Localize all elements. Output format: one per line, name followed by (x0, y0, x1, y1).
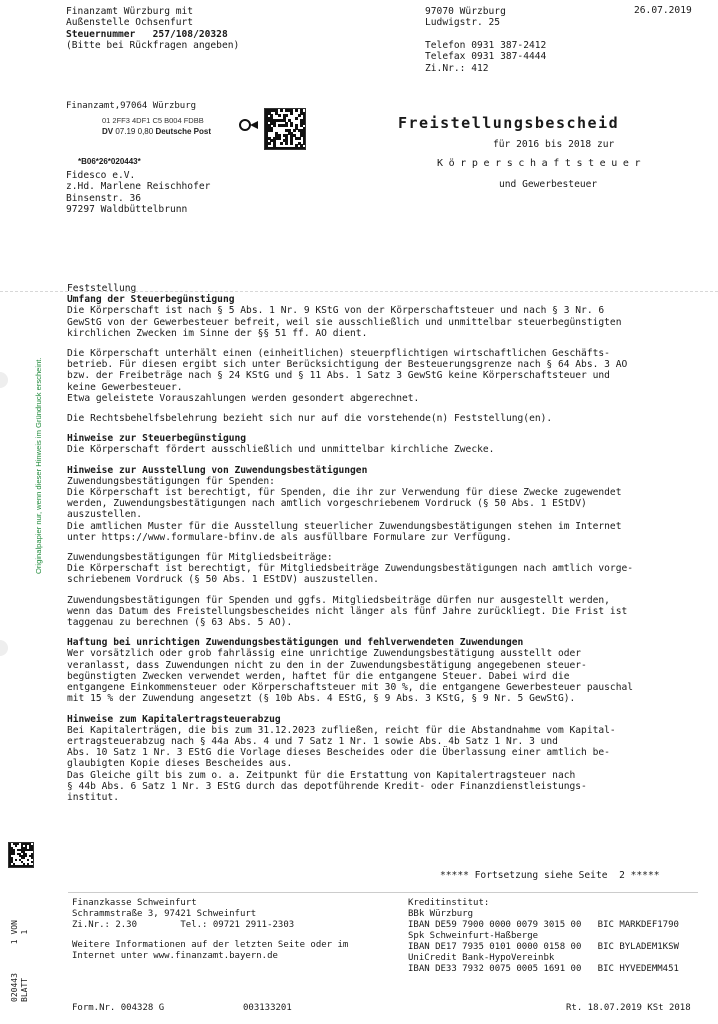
matrix-cell (25, 855, 27, 857)
margin-page-code (10, 920, 30, 1002)
phone: Telefon 0931 387-2412 (425, 40, 547, 51)
margin-code: BLATT (20, 977, 29, 1002)
room-number: Zi.Nr.: 412 (425, 62, 489, 74)
bank-bic: BIC BYLADEM1KSW (597, 942, 679, 952)
footer-cashoffice (72, 898, 294, 931)
paragraph-line: wenn das Datum des Freistellungsbescheides nicht länger als fünf Jahre zurückliegt. Die Frist ist (67, 605, 628, 617)
matrix-cell (278, 137, 281, 140)
matrix-cell (278, 114, 281, 117)
matrix-cell (31, 861, 33, 863)
paragraph (67, 305, 697, 339)
paragraph-line: werden, Zuwendungsbestätigungen nach amtlich vorgeschriebenem Vordruck (§ 50 Abs. 1 EStDV) (67, 498, 587, 510)
paragraph-line: keine Gewerbesteuer. (67, 381, 183, 393)
paragraph (67, 444, 697, 455)
office-line: Außenstelle Ochsenfurt (66, 17, 194, 29)
heading-text: Hinweise zum Kapitalertragsteuerabzug (67, 713, 281, 725)
matrix-cell (31, 857, 33, 859)
recipient-address (66, 170, 210, 215)
matrix-cell (303, 147, 306, 150)
fax: Telefax 0931 387-4444 (425, 51, 547, 63)
paragraph-line: glaubigten Kopie dieses Bescheides aus. (67, 758, 293, 770)
heading-text: Haftung bei unrichtigen Zuwendungsbestätigungen und fehlverwendeten Zuwendungen (67, 637, 524, 649)
paragraph-line: taggenau zu berechnen (§ 63 Abs. 5 AO). (67, 617, 293, 629)
continuation-text: ***** Fortsetzung siehe Seite (440, 870, 608, 881)
dv-date: 07.19 (115, 127, 136, 136)
postage-imprint (102, 127, 211, 136)
matrix-cell (17, 843, 19, 845)
tax-number-label: Steuernummer (66, 28, 136, 40)
paragraph-line: institut. (67, 791, 119, 803)
bank-name: Spk Schweinfurt-Haßberge (408, 931, 539, 941)
matrix-cell (15, 845, 17, 847)
section-heading (67, 294, 697, 305)
punch-hole-top (0, 372, 8, 388)
bank-name: UniCredit Bank-HypoVereinbk (408, 953, 555, 963)
paragraph (67, 552, 697, 586)
tax-number: 257/108/20328 (152, 28, 228, 40)
footer-info-line: Weitere Informationen auf der letzten Seite oder im (72, 940, 349, 950)
heading-text: Umfang der Steuerbegünstigung (67, 294, 235, 306)
recipient-line: z.Hd. Marlene Reischhofer (66, 181, 211, 193)
margin-datamatrix (8, 842, 34, 868)
document-title: Freistellungsbescheid (398, 114, 620, 132)
postage-code: 01 2FF3 4DF1 C5 B004 FDBB (102, 116, 204, 125)
bank-bic: BIC HYVEDEMM451 (597, 964, 679, 974)
matrix-cell (31, 865, 33, 867)
paragraph-line: Die amtlichen Muster für die Ausstellung steuerlicher Zuwendungsbestätigungen stehen im Internet (67, 520, 622, 532)
margin-code: 020443 (10, 973, 19, 1002)
side-authenticity-note: Originalpapier nur, wenn dieser Hinweis im Gründruck erscheint. (34, 357, 43, 574)
paragraph (67, 725, 697, 803)
heading-text: Hinweise zur Ausstellung von Zuwendungsbestätigungen (67, 464, 368, 476)
footer-info-line: Internet unter www.finanzamt.bayern.de (72, 951, 278, 961)
recipient-line: 97297 Waldbüttelbrunn (66, 203, 188, 215)
deutsche-post-logo-icon (238, 116, 260, 134)
document-body (67, 283, 697, 803)
reference-hint: (Bitte bei Rückfragen angeben) (66, 39, 240, 51)
paragraph-line: schriebenem Vordruck (§ 50 Abs. 1 EStDV) auszustellen. (67, 574, 379, 586)
section-heading (67, 637, 697, 648)
paragraph-line: Die Körperschaft ist berechtigt, für Spenden, die ihr zur Verwendung für diese Zwecke zugewendet (67, 487, 622, 499)
matrix-cell (290, 142, 293, 145)
paragraph-line: § 44b Abs. 6 Satz 1 Nr. 3 EStG durch das depotführende Kredit- oder Finanzdienstleistungs- (67, 780, 587, 792)
footer-info (72, 940, 348, 962)
paragraph-line: unter https://www.formulare-bfinv.de als ausfüllbare Formulare zur Verfügung. (67, 531, 512, 543)
contact-block (425, 40, 546, 74)
bank-iban: IBAN DE59 7900 0000 0079 3015 00 (408, 920, 582, 930)
paragraph (67, 413, 697, 424)
sender-line: Finanzamt,97064 Würzburg (66, 101, 197, 111)
margin-code: 1 VON (10, 920, 19, 945)
dv-label: DV (102, 127, 114, 136)
paragraph-line: bzw. der Freibeträge nach § 24 KStG und § 11 Abs. 1 Satz 3 GewStG keine Körperschaftsteuer und (67, 370, 610, 382)
paragraph-line: Zuwendungsbestätigungen für Spenden und ggfs. Mitgliedsbeiträge dürfen nur ausgestellt werden, (67, 594, 610, 606)
matrix-cell (290, 112, 293, 115)
margin-code: 1 (20, 929, 29, 935)
reference-line: Rt. 18.07.2019 KSt 2018 (566, 1003, 691, 1013)
matrix-cell (23, 857, 25, 859)
paragraph (67, 348, 697, 404)
matrix-cell (15, 859, 17, 861)
paragraph-line: ertragsteuerabzug nach § 44a Abs. 4 und 7 Satz 1 Nr. 1 sowie Abs. 4b Satz 1 Nr. 3 und (67, 735, 558, 747)
recipient-barcode-text: *B06*26*020443* (78, 157, 141, 166)
paragraph-line: veranlasst, dass Zuwendungen nicht zu den in der Zuwendungsbestätigung angegebenen steuer- (67, 659, 587, 671)
matrix-cell (295, 109, 298, 112)
section-heading (67, 465, 697, 476)
matrix-cell (27, 859, 29, 861)
recipient-line: Binsenstr. 36 (66, 192, 142, 204)
paragraph-line: Feststellung (67, 283, 137, 294)
footer-banks (408, 898, 679, 975)
punch-hole-bottom (0, 640, 8, 656)
continuation-note (440, 870, 660, 881)
paragraph-line: GewStG von der Gewerbesteuer befreit, weil sie ausschließlich und unmittelbar steuerbegünstigten (67, 316, 622, 328)
section-heading (67, 433, 697, 444)
matrix-cell (13, 853, 15, 855)
bank-bic: BIC MARKDEF1790 (597, 920, 679, 930)
form-number: Form.Nr. 004328 G (72, 1003, 165, 1013)
paragraph-line: Die Körperschaft ist berechtigt, für Mitgliedsbeiträge Zuwendungsbestätigungen nach amtlich vorge- (67, 563, 634, 575)
paragraph-line: Die Körperschaft fördert ausschließlich und unmittelbar kirchliche Zwecke. (67, 444, 495, 456)
matrix-cell (298, 137, 301, 140)
paragraph-line: Abs. 10 Satz 1 Nr. 3 EStG die Vorlage dieses Bescheides oder die Überlassung einer amtlich be- (67, 747, 610, 759)
matrix-cell (285, 142, 288, 145)
paragraph (67, 648, 697, 704)
matrix-cell (280, 109, 283, 112)
paragraph-line: Etwa geleistete Vorauszahlungen werden gesondert abgerechnet. (67, 392, 420, 404)
paragraph (67, 283, 697, 294)
matrix-cell (290, 124, 293, 127)
footer-line: Schrammstraße 3, 97421 Schweinfurt (72, 909, 257, 919)
dv-value: 0,80 (137, 127, 154, 136)
footer-line: Zi.Nr.: 2.30 Tel.: 09721 2911-2303 (72, 920, 295, 930)
paragraph-line: Das Gleiche gilt bis zum o. a. Zeitpunkt für die Erstattung von Kapitalertragsteuer nach (67, 769, 576, 781)
address-line: 97070 Würzburg (425, 6, 506, 17)
matrix-cell (280, 142, 283, 145)
paragraph-line: Wer vorsätzlich oder grob fahrlässig eine unrichtige Zuwendungsbestätigung ausstellt oder (67, 648, 582, 660)
continuation-page: 2 ***** (619, 870, 660, 881)
office-block (66, 6, 239, 51)
paragraph-line: Die Körperschaft unterhält einen (einheitlichen) steuerpflichtigen wirtschaftlichen Geschäfts- (67, 348, 610, 360)
bank-iban: IBAN DE33 7932 0075 0005 1691 00 (408, 964, 582, 974)
office-line: Finanzamt Würzburg mit (66, 6, 194, 17)
office-address (425, 6, 506, 29)
matrix-cell (295, 117, 298, 120)
title-period: für 2016 bis 2018 zur (493, 139, 615, 150)
matrix-cell (285, 124, 288, 127)
paragraph (67, 476, 697, 543)
paragraph-line: kirchlichen Zwecken im Sinne der §§ 51 ff. AO dient. (67, 327, 368, 339)
paragraph-line: entgangene Einkommensteuer oder Körperschaftsteuer mit 30 %, die entgangene Gewerbesteuer pauschal (67, 682, 634, 694)
paragraph-line: Die Körperschaft ist nach § 5 Abs. 1 Nr. 9 KStG von der Körperschaftsteuer und nach § 3 Nr. 6 (67, 305, 605, 317)
footer-line: Finanzkasse Schweinfurt (72, 898, 197, 908)
paragraph-line: auszustellen. (67, 509, 143, 521)
paragraph-line: Zuwendungsbestätigungen für Mitgliedsbeiträge: (67, 552, 333, 564)
paragraph-line: betrieb. Für diesen ergibt sich unter Berücksichtigung der Besteuerungsgrenze nach § 64 Abs. 3 AO (67, 359, 628, 371)
letter-date: 26.07.2019 (634, 5, 692, 16)
postal-datamatrix (264, 108, 306, 150)
recipient-line: Fidesco e.V. (66, 170, 136, 181)
title-tax-type: Körperschaftsteuer (437, 158, 647, 169)
title-extra: und Gewerbesteuer (499, 179, 598, 190)
paragraph-line: Die Rechtsbehelfsbelehrung bezieht sich nur auf die vorstehende(n) Feststellung(en). (67, 413, 553, 425)
matrix-cell (270, 129, 273, 132)
bank-name: BBk Würzburg (408, 909, 474, 919)
paragraph-line: Bei Kapitalerträgen, die bis zum 31.12.2023 zufließen, reicht für die Abstandnahme vom Kapital- (67, 724, 616, 736)
paragraph-line: Zuwendungsbestätigungen für Spenden: (67, 475, 275, 487)
bank-iban: IBAN DE17 7935 0101 0000 0158 00 (408, 942, 582, 952)
bank-label: Kreditinstitut: (408, 898, 490, 908)
section-heading (67, 714, 697, 725)
matrix-cell (31, 849, 33, 851)
footer-divider (68, 892, 698, 893)
paragraph-line: begünstigten Zwecken verwendet werden, haftet für die entgangene Steuer. Dabei wird die (67, 670, 570, 682)
address-line: Ludwigstr. 25 (425, 17, 501, 29)
heading-text: Hinweise zur Steuerbegünstigung (67, 433, 247, 445)
form-code: 003133201 (243, 1003, 292, 1013)
paragraph-line: mit 15 % der Zuwendung angesetzt (§ 10b Abs. 4 EStG, § 9 Abs. 3 KStG, § 9 Nr. 5 GewStG). (67, 693, 576, 705)
carrier-name: Deutsche Post (155, 127, 212, 136)
paragraph (67, 595, 697, 629)
